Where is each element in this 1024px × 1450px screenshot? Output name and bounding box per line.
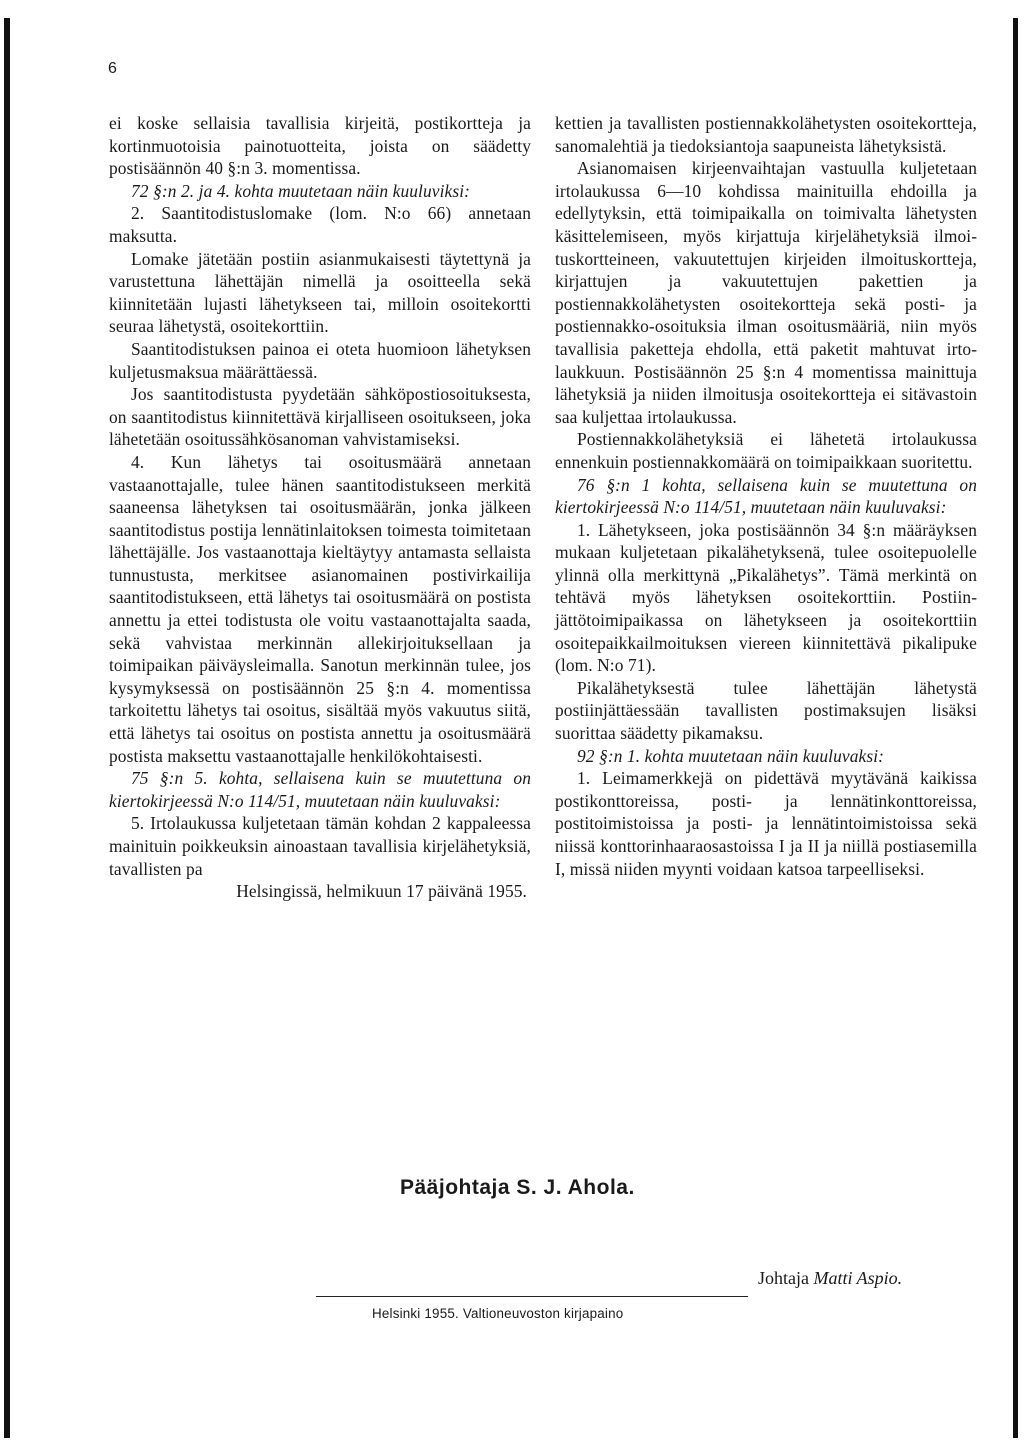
- signature-title: Johtaja: [758, 1268, 809, 1288]
- paragraph: 4. Kun lähetys tai osoitusmäärä annetaan vastaanottajalle, tulee hänen saantitodistukseen merkitä saaneensa lähetyksen tai osoitusmäärän, jonka jälkeen saantitodistus postija lennätinlaitoksen toimesta toimitetaan lähettäjälle. Jos vastaanottaja kieltäytyy antamasta sellaista tunnustusta, merkitsee asianomainen postivirkailija saantitodistukseen, että lähetys tai osoitusmäärä on postista annettu ja ettei todistusta ole voitu vastaanottajalta saada, sekä vahvistaa merkinnän allekirjoituksellaan ja toimipaikan päiväysleimalla. Sanotun merkinnän tulee, jos kysymyksessä on postisäännön 25 §:n 4. momentissa tarkoitettu lähetys tai osoitus, sisältää myös vakuutus siitä, että lähetys tai osoitus on postista annettu ja osoitusmäärä postista maksettu vastaanottajalle henkilökohtaisesti.: [109, 451, 531, 766]
- signature-name: Matti Aspio.: [813, 1268, 903, 1288]
- paragraph: Postiennakkolähetyksiä ei lähetetä irtolaukussa ennenkuin postiennakkomäärä on toimipaikkaan suoritettu.: [555, 429, 977, 472]
- paragraph: 2. Saantitodistuslomake (lom. N:o 66) annetaan maksutta.: [109, 203, 531, 246]
- footer-rule: [316, 1296, 748, 1297]
- paragraph: Asianomaisen kirjeenvaihtajan vastuulla kuljetetaan irtolaukussa 6—10 kohdissa mainituilla ehdoilla ja edellytyksin, että toimipaikalla on toimivalta lähetysten käsittelemiseen, myös kirjattuja kirjelähetyksiä ilmoituskortteineen, vakuutettujen kirjeiden ilmoituskortteja, kirjattujen ja vakuutettujen pakettien ja postiennakkolähetysten osoitekortteja sekä posti- ja postiennakko-osoituksia ilman osoitusmääriä, niin myös tavallisia paketteja ehdolla, että paketit mahtuvat irtolaukkuun. Postisäännön 25 §:n 4 momentissa mainittuja lähetyksiä ja niiden ilmoitusja osoitekortteja ei sitävastoin saa kuljettaa irtolaukussa.: [555, 158, 977, 427]
- signature-director: [758, 1268, 902, 1289]
- paragraph: ei koske sellaisia tavallisia kirjeitä, postikortteja ja kortinmuotoisia painotuotteita, joista on säädetty postisäännön 40 §:n 3. momentissa.: [109, 113, 531, 179]
- page-number: 6: [108, 60, 117, 77]
- right-column: [555, 112, 977, 880]
- paragraph: kettien ja tavallisten postiennakkolähetysten osoitekortteja, sanomalehtiä ja tiedoksiantoja saapuneista lähetyksistä.: [555, 113, 977, 156]
- section-heading: 76 §:n 1 kohta, sellaisena kuin se muutettuna on kiertokirjeessä N:o 114/51, muutetaan näin kuuluvaksi:: [555, 474, 977, 518]
- paragraph: 1. Leimamerkkejä on pidettävä myytävänä kaikissa postikonttoreissa, posti- ja lennätinkonttoreissa, postitoimistoissa ja posti- ja lennätintoimistoissa sekä niissä konttorinhaaraosastoissa I ja II ja niillä postiasemilla I, missä niiden myynti voidaan katsoa tarpeelliseksi.: [555, 768, 977, 879]
- printer-imprint: Helsinki 1955. Valtioneuvoston kirjapaino: [372, 1306, 624, 1321]
- paragraph: Pikalähetyksestä tulee lähettäjän lähetystä postiinjättäessään tavallisten postimaksujen lisäksi suorittaa säädetty pikamaksu.: [555, 677, 977, 744]
- paragraph: 1. Lähetykseen, joka postisäännön 34 §:n määräyksen mukaan kuljetetaan pikalähetyksenä, tulee osoitepuolelle ylinnä olla merkittynä „Pikalähetys”. Tämä merkintä on tehtävä myös lähetyksen osoitekorttiin. Postiinjättötoimipaikassa on lähetykseen ja osoitekorttiin osoitepaikkailmoituksen viereen kiinnitettävä pikalipuke (lom. N:o 71).: [555, 519, 977, 676]
- section-heading: 75 §:n 5. kohta, sellaisena kuin se muutettuna on kiertokirjeessä N:o 114/51, muutetaan näin kuuluvaksi:: [109, 768, 531, 811]
- scan-edge-right: [1013, 18, 1018, 1438]
- paragraph: Lomake jätetään postiin asianmukaisesti täytettynä ja varustettuna lähettäjän nimellä ja osoitteella sekä kiinnitetään lujasti lähetykseen tai, milloin osoitekortti seuraa lähetystä, osoitekorttiin.: [109, 248, 531, 337]
- paragraph: 5. Irtolaukussa kuljetetaan tämän kohdan 2 kappaleessa mainituin poikkeuksin ainoastaan tavallisia kirjelähetyksiä, tavallisten pa: [109, 813, 531, 879]
- paragraph: Saantitodistuksen painoa ei oteta huomioon lähetyksen kuljetusmaksua määrättäessä.: [109, 338, 531, 382]
- signature-director-general: Pääjohtaja S. J. Ahola.: [400, 1176, 635, 1199]
- scan-edge-left: [4, 18, 10, 1438]
- paragraph: Jos saantitodistusta pyydetään sähköpostiosoituksesta, on saantitodistus kiinnitettävä kirjalliseen osoitukseen, joka lähetetään osoitussähkösanoman vahvistamiseksi.: [109, 384, 531, 450]
- left-column: [109, 112, 531, 903]
- section-heading: 72 §:n 2. ja 4. kohta muutetaan näin kuuluviksi:: [131, 180, 471, 201]
- section-heading: 92 §:n 1. kohta muutetaan näin kuuluvaksi:: [577, 745, 885, 766]
- date-line: Helsingissä, helmikuun 17 päivänä 1955.: [236, 881, 527, 902]
